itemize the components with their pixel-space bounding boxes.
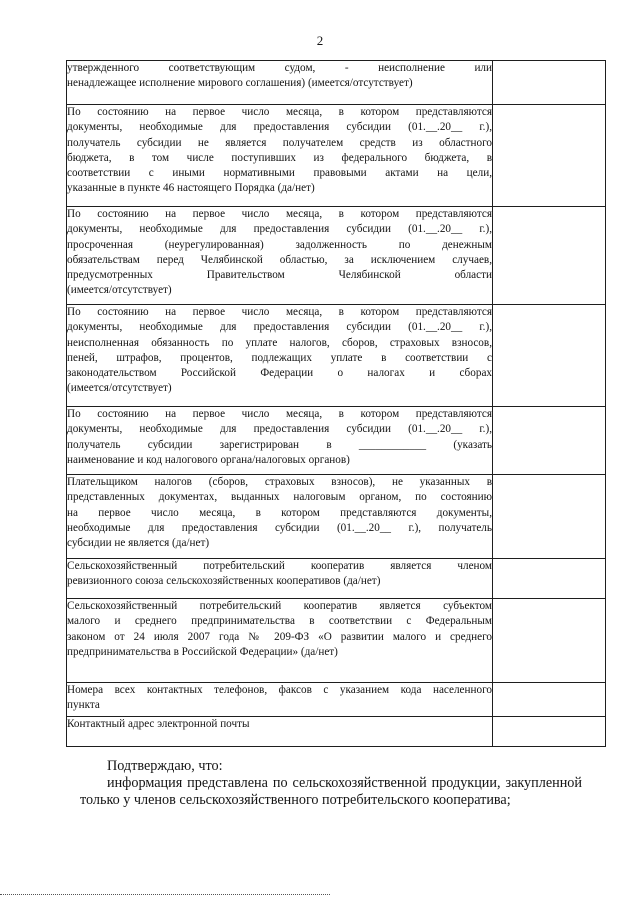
row-text-line: Контактный адрес электронной почты: [67, 718, 250, 730]
confirmation-heading: Подтверждаю, что:: [107, 758, 223, 774]
form-row: [67, 105, 606, 207]
row-text-cell: [67, 61, 493, 105]
row-text-line: пункта: [67, 699, 100, 712]
form-row: [67, 717, 606, 747]
row-text-line: получатель субсидии не является получателем средств из областного: [67, 136, 492, 149]
confirmation-text: информация представлена по сельскохозяйственной продукции, закупленной только у членов сельскохозяйственного потребительского кооператива;: [80, 775, 582, 808]
row-text-line: (имеется/отсутствует): [67, 284, 172, 297]
page-number: 2: [316, 33, 324, 48]
row-text-line: законом от 24 июля 2007 года № 209-ФЗ «О развитии малого и среднего: [67, 630, 492, 643]
row-text-cell: [67, 105, 493, 207]
row-text-cell: [67, 207, 493, 305]
row-text-line: неисполненная обязанность по уплате налогов, сборов, страховых взносов,: [67, 336, 492, 349]
form-table: [66, 60, 606, 747]
form-row: [67, 599, 606, 683]
row-text-cell: [67, 559, 493, 599]
row-answer-cell[interactable]: [493, 207, 606, 305]
row-text-line: на первое число месяца, в котором представляются документы,: [67, 506, 492, 519]
row-text-line: просроченная (неурегулированная) задолженность по денежным: [67, 238, 492, 251]
row-answer-cell[interactable]: [493, 61, 606, 105]
row-answer-cell[interactable]: [493, 407, 606, 475]
form-row: [67, 475, 606, 559]
row-answer-cell[interactable]: [493, 105, 606, 207]
row-answer-cell[interactable]: [493, 559, 606, 599]
row-text-line: необходимые для предоставления субсидии (01.__.20__ г.), получатель: [67, 521, 492, 534]
row-text-line: законодательством Российской Федерации о налогах и сборах: [67, 367, 492, 380]
row-text-line: документы, необходимые для предоставления субсидии (01.__.20__ г.),: [67, 223, 492, 236]
row-text-line: По состоянию на первое число месяца, в котором представляются: [67, 306, 492, 318]
row-text-line: По состоянию на первое число месяца, в котором представляются: [67, 106, 492, 118]
row-text-cell: [67, 683, 493, 717]
row-text-line: предпринимательства в Российской Федерации» (да/нет): [67, 645, 338, 658]
row-text-line: представленных документах, выданных налоговым органом, по состоянию: [67, 491, 492, 504]
form-row: [67, 207, 606, 305]
form-row: [67, 305, 606, 407]
row-answer-cell[interactable]: [493, 599, 606, 683]
row-text-line: пеней, штрафов, процентов, подлежащих уплате в соответствии с: [67, 351, 492, 364]
row-text-cell: [67, 599, 493, 683]
row-text-line: малого и среднего предпринимательства в соответствии с Федеральным: [67, 615, 492, 628]
row-text-line: Сельскохозяйственный потребительский кооператив является субъектом: [67, 600, 492, 612]
row-text-line: ненадлежащее исполнение мирового соглашения) (имеется/отсутствует): [67, 77, 413, 90]
row-text-line: наименование и код налогового органа/налоговых органов): [67, 453, 350, 466]
row-text-line: бюджета, в том числе поступивших из федерального бюджета, в: [67, 151, 492, 164]
form-row: [67, 559, 606, 599]
row-text-cell: [67, 475, 493, 559]
row-text-line: По состоянию на первое число месяца, в котором представляются: [67, 208, 492, 220]
row-text-line: (имеется/отсутствует): [67, 382, 172, 395]
row-text-cell: [67, 717, 493, 747]
form-row: [67, 407, 606, 475]
row-text-line: утвержденного соответствующим судом, - неисполнение или: [67, 62, 492, 74]
row-text-line: получатель субсидии зарегистрирован в ____________ (указать: [67, 438, 492, 451]
form-table-body: [67, 61, 606, 747]
row-answer-cell[interactable]: [493, 305, 606, 407]
row-text-line: По состоянию на первое число месяца, в котором представляются: [67, 408, 492, 420]
row-text-line: ревизионного союза сельскохозяйственных кооперативов (да/нет): [67, 575, 381, 588]
row-text-line: обязательствам перед Челябинской областью, за исключением случаев,: [67, 253, 492, 266]
row-text-cell: [67, 407, 493, 475]
row-text-line: Плательщиком налогов (сборов, страховых взносов), не указанных в: [67, 476, 492, 488]
row-text-line: предусмотренных Правительством Челябинской области: [67, 269, 492, 282]
form-row: [67, 61, 606, 105]
row-text-line: Номера всех контактных телефонов, факсов с указанием кода населенного: [67, 684, 492, 696]
form-row: [67, 683, 606, 717]
row-text-line: документы, необходимые для предоставления субсидии (01.__.20__ г.),: [67, 321, 492, 334]
row-answer-cell[interactable]: [493, 683, 606, 717]
row-text-line: документы, необходимые для предоставления субсидии (01.__.20__ г.),: [67, 423, 492, 436]
row-answer-cell[interactable]: [493, 475, 606, 559]
row-text-line: документы, необходимые для предоставления субсидии (01.__.20__ г.),: [67, 121, 492, 134]
row-text-line: соответствии с иными нормативными правовыми актами на цели,: [67, 167, 492, 180]
footer-divider: [0, 894, 330, 895]
row-text-line: субсидии не является (да/нет): [67, 537, 210, 550]
row-text-cell: [67, 305, 493, 407]
confirmation-block: [80, 758, 582, 809]
row-answer-cell[interactable]: [493, 717, 606, 747]
row-text-line: Сельскохозяйственный потребительский кооператив является членом: [67, 560, 492, 572]
row-text-line: указанные в пункте 46 настоящего Порядка (да/нет): [67, 182, 315, 195]
